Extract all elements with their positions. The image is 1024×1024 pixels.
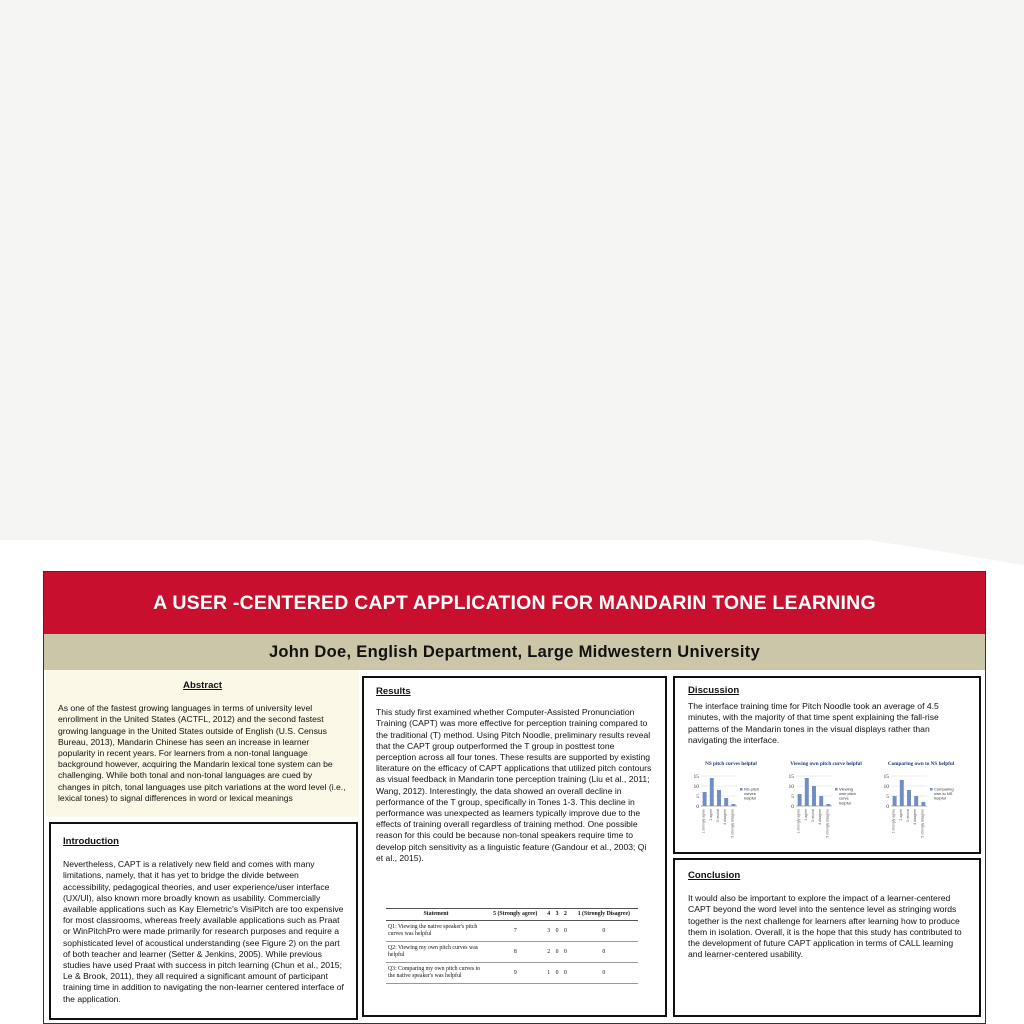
- cell-1: 0: [570, 921, 638, 942]
- cell-4: 1: [545, 963, 553, 984]
- x-tick-label: 1 strongly agree: [891, 809, 896, 834]
- cell-4: 2: [545, 942, 553, 963]
- x-tick-label: 1 strongly agree: [796, 809, 801, 834]
- bar: [703, 792, 707, 806]
- introduction-panel: [49, 822, 358, 1020]
- introduction-text: Nevertheless, CAPT is a relatively new field and comes with many limitations, namely, that it has yet to bridge the divide between accessibility, pedagogical theories, and user experience/user interface (UX/UI), also known more broadly known as usability. Commercially available applications such as Kay Elemetric's VisiPitch are too expensive for most classrooms, whereas freely available applications such as Praat or WinPitchPro were made primarily for research purposes and require a sophisticated level of acoustical understanding (see Figure 2) on the part of both teacher and learner (Setter & Jenkins, 2005). While previous studies have used Praat with success in pitch learning (Chun et al., 2015; Le & Brook, 2011), they all required a significant amount of participant training time in addition to navigating the non-learner centered interface of the application.: [63, 859, 344, 1004]
- x-tick-label: 5 strongly disagree: [825, 809, 830, 838]
- results-text: This study first examined whether Computer-Assisted Pronunciation Training (CAPT) was more effective for perception training compared to the traditional (T) method. Using Pitch Noodle, preliminary results reveal that the CAPT group outperformed the T group in posttest tone perception across all four tones. These results are supported by existing literature on the efficacy of CAPT applications that utilized pitch contours as visual feedback in Mandarin tone perception training (Liu et al., 2011; Wang, 2012). Interestingly, the data showed an overall decline in performance of the T group, specifically in Tones 1-3. This decline in performance was unexpected as learners typically improve due to the effects of training overall regardless of training method. One possible reason for this could be because non-tonal speakers require time to develop pitch sensitivity as a linguistic feature (Gandour et al., 2003; Qi et al., 2015).: [376, 707, 652, 863]
- x-tick-label: 2 agree: [898, 809, 903, 821]
- cell-5: 7: [486, 921, 545, 942]
- legend-label: NS pitch curves helpful: [744, 786, 760, 801]
- survey-charts: [687, 758, 971, 848]
- abstract-text: As one of the fastest growing languages in terms of university level enrollment in the United States (ACTFL, 2012) and the second fastest growing language in the United States outside of English (U.S. Census Bureau, 2013), Mandarin Chinese has seen an increase in learner popularity in recent years. For learners from a non-tonal language background however, acquiring the Mandarin lexical tone system can be challenging. While both tonal and non-tonal languages are cued by changes in pitch, tonal languages use pitch variations at the word level (i.e., lexical tones) to signal differences in word or lexical meanings: [58, 703, 346, 803]
- bar: [710, 778, 714, 806]
- x-tick-label: 3 neutral: [906, 809, 910, 823]
- y-tick-label: 15: [693, 774, 699, 780]
- results-heading: Results: [376, 686, 411, 697]
- header-4: 4: [545, 909, 553, 921]
- x-tick-label: 4 disagree: [723, 809, 728, 825]
- background-curve: [0, 505, 1024, 565]
- discussion-heading: Discussion: [688, 685, 740, 696]
- x-tick-label: 5 strongly disagree: [730, 809, 735, 838]
- introduction-heading: Introduction: [63, 836, 119, 847]
- table-row: [386, 963, 638, 984]
- bar: [921, 802, 925, 806]
- y-tick-label: 10: [788, 784, 794, 790]
- poster-title: A USER -CENTERED CAPT APPLICATION FOR MANDARIN TONE LEARNING: [44, 572, 985, 634]
- conclusion-panel: [673, 858, 981, 1017]
- conclusion-text: It would also be important to explore the impact of a learner-centered CAPT beyond the word level into the sentence level as stringing words together is the next challenge for learners after learning how to produce them in isolation. Overall, it is the hope that this study has contributed to the development of future CAPT application in terms of CALL learning and learner-centered usability.: [688, 893, 962, 960]
- x-tick-label: 3 neutral: [811, 809, 815, 823]
- header-1: 1 (Strongly Disagree): [570, 909, 638, 921]
- x-tick-label: 1 strongly agree: [701, 809, 706, 834]
- y-tick-label: 0: [696, 804, 699, 810]
- bar: [914, 796, 918, 806]
- bar: [805, 778, 809, 806]
- results-panel: [362, 676, 667, 1017]
- y-tick-label: 5: [696, 794, 699, 800]
- x-tick-label: 4 disagree: [913, 809, 918, 825]
- discussion-text: The interface training time for Pitch Noodle took an average of 4.5 minutes, with the majority of that time spent explaining the fall-rise patterns of the Mandarin tones in the visual displays rather than navigating the interface.: [688, 701, 939, 745]
- legend-label: Comparing own to NS helpful: [934, 786, 954, 801]
- bar: [717, 790, 721, 806]
- header-statement: Statement: [386, 909, 486, 921]
- chart-svg: [877, 758, 971, 848]
- x-tick-label: 2 agree: [803, 809, 808, 821]
- cell-5: 8: [486, 942, 545, 963]
- y-tick-label: 15: [883, 774, 889, 780]
- x-tick-label: 5 strongly disagree: [920, 809, 925, 838]
- cell-1: 0: [570, 963, 638, 984]
- abstract-panel: [46, 670, 359, 817]
- header-3: 3: [553, 909, 561, 921]
- cell-4: 3: [545, 921, 553, 942]
- bar: [826, 804, 830, 806]
- y-tick-label: 10: [693, 784, 699, 790]
- author-line: John Doe, English Department, Large Midwestern University: [44, 634, 985, 670]
- bar: [724, 798, 728, 806]
- table-row: [386, 942, 638, 963]
- cell-3: 0: [553, 921, 561, 942]
- legend-label: Viewing own pitch curve helpful: [839, 786, 856, 806]
- bar: [819, 796, 823, 806]
- discussion-panel: [673, 676, 981, 854]
- cell-1: 0: [570, 942, 638, 963]
- bar: [812, 786, 816, 806]
- chart-title: Viewing own pitch curve helpful: [790, 761, 862, 767]
- y-tick-label: 10: [883, 784, 889, 790]
- row-statement: Q2: Viewing my own pitch curves was helpful: [386, 942, 486, 963]
- y-tick-label: 15: [788, 774, 794, 780]
- survey-table: [386, 908, 638, 984]
- cell-5: 9: [486, 963, 545, 984]
- header-2: 2: [561, 909, 569, 921]
- y-tick-label: 0: [886, 804, 889, 810]
- poster: [43, 571, 986, 1024]
- cell-2: 0: [561, 942, 569, 963]
- chart-title: Comparing own to NS helpful: [887, 761, 955, 767]
- chart-title: NS pitch curves helpful: [705, 761, 757, 767]
- cell-3: 0: [553, 942, 561, 963]
- bar: [798, 794, 802, 806]
- cell-2: 0: [561, 963, 569, 984]
- x-tick-label: 4 disagree: [818, 809, 823, 825]
- legend-swatch: [835, 788, 838, 791]
- table-row: [386, 921, 638, 942]
- y-tick-label: 5: [791, 794, 794, 800]
- legend-swatch: [740, 788, 743, 791]
- row-statement: Q1: Viewing the native speaker's pitch curves was helpful: [386, 921, 486, 942]
- survey-header-row: [386, 909, 638, 921]
- bar: [900, 780, 904, 806]
- chart-own-pitch: [782, 758, 876, 848]
- legend-swatch: [930, 788, 933, 791]
- chart-ns-pitch: [687, 758, 781, 848]
- row-statement: Q3: Comparing my own pitch curves to the native speaker's was helpful: [386, 963, 486, 984]
- x-tick-label: 3 neutral: [716, 809, 720, 823]
- bar: [907, 790, 911, 806]
- abstract-heading: Abstract: [183, 680, 222, 691]
- header-5: 5 (Strongly agree): [486, 909, 545, 921]
- chart-compare: [877, 758, 971, 848]
- y-tick-label: 5: [886, 794, 889, 800]
- bar: [893, 796, 897, 806]
- cell-3: 0: [553, 963, 561, 984]
- y-tick-label: 0: [791, 804, 794, 810]
- chart-svg: [687, 758, 781, 848]
- conclusion-heading: Conclusion: [688, 870, 741, 881]
- bar: [731, 804, 735, 806]
- chart-svg: [782, 758, 876, 848]
- cell-2: 0: [561, 921, 569, 942]
- x-tick-label: 2 agree: [708, 809, 713, 821]
